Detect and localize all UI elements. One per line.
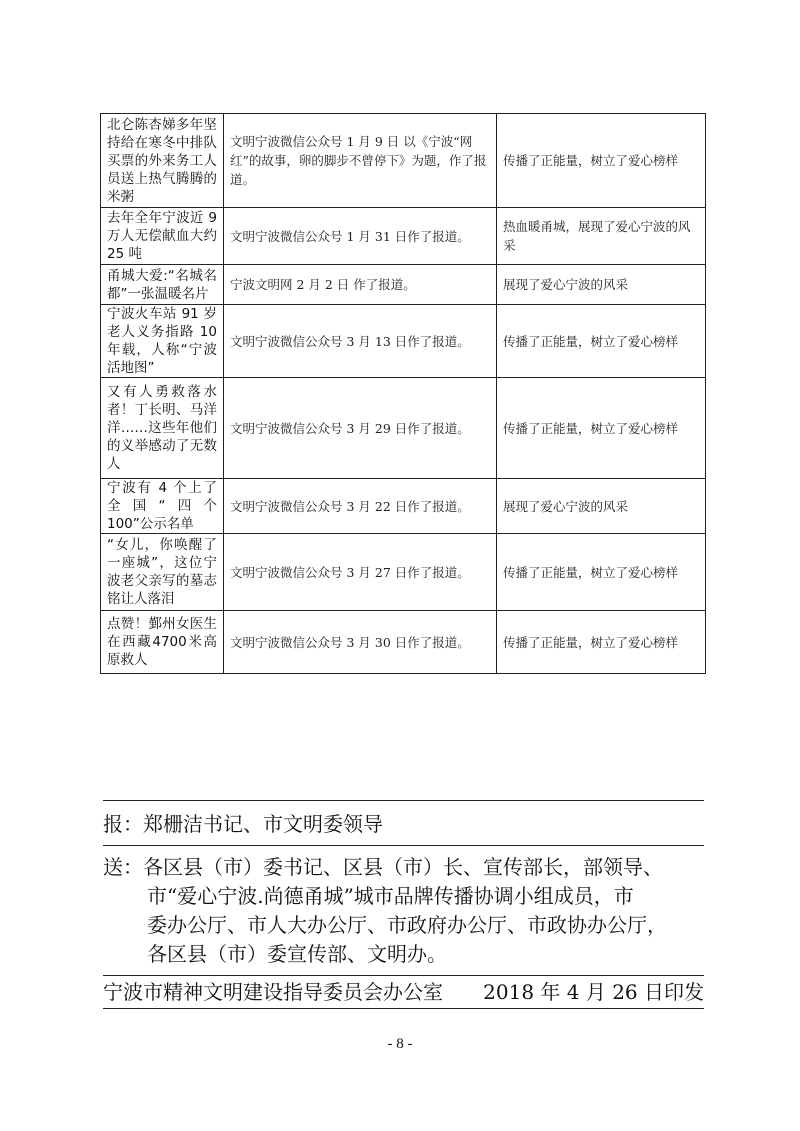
report-cell: 文明宁波微信公众号 3 月 13 日作了报道。 — [224, 305, 497, 378]
news-title-cell: 北仑陈杏娣多年坚持给在寒冬中排队买票的外来务工人员送上热气腾腾的米粥 — [101, 114, 224, 208]
effect-cell: 传播了正能量，树立了爱心榜样 — [497, 378, 706, 479]
table-row — [101, 378, 706, 479]
report-cell: 文明宁波微信公众号 1 月 9 日 以《宁波“网红”的故事，卵的脚步不曾停下》为题，作了报道。 — [224, 114, 497, 208]
effect-cell: 展现了爱心宁波的风采 — [497, 479, 706, 534]
send-to-line: 市“爱心宁波.尚德甬城”城市品牌传播协调小组成员，市 — [147, 884, 634, 908]
send-to-line: 送：各区县（市）委书记、区县（市）长、宣传部长，部领导、 — [103, 855, 663, 879]
footer-mid-rule — [103, 845, 704, 846]
issue-date: 2018 年 4 月 26 日印发 — [483, 980, 704, 1004]
news-title-cell: 又有人勇救落水者！丁长明、马洋洋……这些年他们的义举感动了无数人 — [101, 378, 224, 479]
send-to-line: 委办公厅、市人大办公厅、市政府办公厅、市政协办公厅， — [147, 913, 667, 937]
news-title-cell: 宁波火车站 91 岁老人义务指路 10 年载，人称“宁波活地图” — [101, 305, 224, 378]
report-cell: 文明宁波微信公众号 3 月 29 日作了报道。 — [224, 378, 497, 479]
footer-bottom-rule — [103, 1008, 704, 1009]
effect-cell: 展现了爱心宁波的风采 — [497, 265, 706, 305]
distribution-footer — [103, 800, 704, 1009]
table-row — [101, 305, 706, 378]
effect-cell: 传播了正能量，树立了爱心榜样 — [497, 611, 706, 674]
report-to-line: 报：郑栅洁书记、市文明委领导 — [103, 812, 383, 836]
report-cell: 文明宁波微信公众号 3 月 30 日作了报道。 — [224, 611, 497, 674]
footer-top-rule — [103, 800, 704, 801]
report-cell: 文明宁波微信公众号 3 月 27 日作了报道。 — [224, 534, 497, 611]
table-row — [101, 208, 706, 265]
effect-cell: 传播了正能量，树立了爱心榜样 — [497, 114, 706, 208]
issue-line — [103, 976, 704, 1008]
table-row — [101, 611, 706, 674]
effect-cell: 传播了正能量，树立了爱心榜样 — [497, 305, 706, 378]
news-title-cell: 点赞！鄞州女医生在西藏4700米高原救人 — [101, 611, 224, 674]
news-title-cell: 宁波有 4 个上了全国“四个 100”公示名单 — [101, 479, 224, 534]
issuer-name: 宁波市精神文明建设指导委员会办公室 — [103, 980, 443, 1004]
report-cell: 文明宁波微信公众号 1 月 31 日作了报道。 — [224, 208, 497, 265]
table-row — [101, 114, 706, 208]
effect-cell: 热血暖甬城，展现了爱心宁波的风采 — [497, 208, 706, 265]
table-row — [101, 534, 706, 611]
table-row — [101, 479, 706, 534]
table-row — [101, 265, 706, 305]
news-title-cell: 甬城大爱:“名城名都”一张温暖名片 — [101, 265, 224, 305]
report-cell: 宁波文明网 2 月 2 日 作了报道。 — [224, 265, 497, 305]
report-table — [100, 113, 706, 674]
effect-cell: 传播了正能量，树立了爱心榜样 — [497, 534, 706, 611]
news-title-cell: “女儿，你唤醒了一座城”，这位宁波老父亲写的墓志铭让人落泪 — [101, 534, 224, 611]
report-cell: 文明宁波微信公众号 3 月 22 日作了报道。 — [224, 479, 497, 534]
news-title-cell: 去年全年宁波近 9 万人无偿献血大约 25 吨 — [101, 208, 224, 265]
page-number: - 8 - — [387, 1036, 413, 1052]
send-to-line: 各区县（市）委宣传部、文明办。 — [147, 942, 447, 966]
